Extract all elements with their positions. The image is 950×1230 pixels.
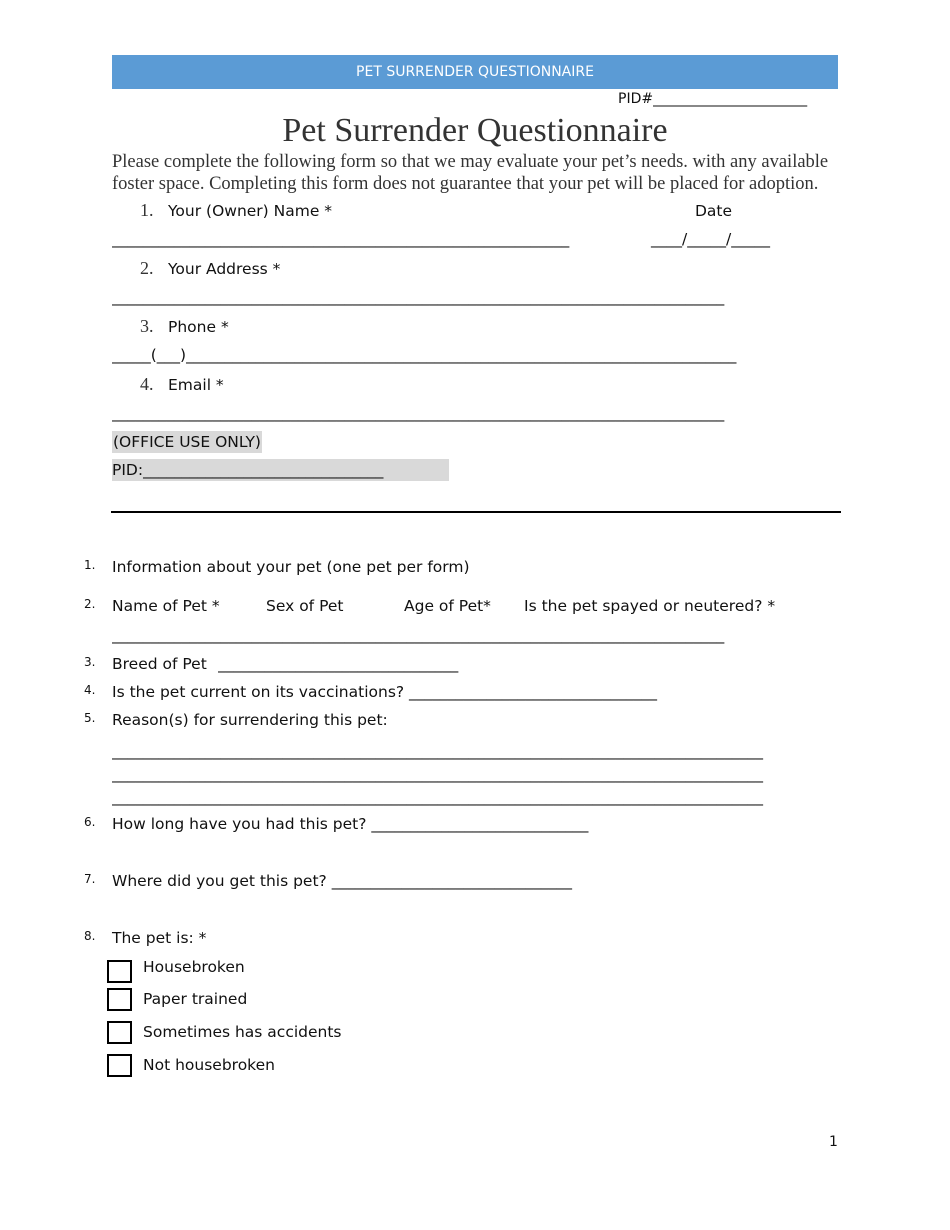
page-number: 1 <box>829 1134 838 1150</box>
intro-text: Please complete the following form so that we may evaluate your pet’s needs. with any available foster space. Completing this form does not guarantee that your pet will be placed for adoption. <box>112 152 829 194</box>
not-housebroken-checkbox[interactable] <box>107 1054 132 1077</box>
page-title: Pet Surrender Questionnaire <box>282 112 668 149</box>
pet-name-label: Name of Pet * <box>112 597 220 615</box>
reason-line[interactable]: ____________________________________________________________________________________ <box>112 765 763 783</box>
breed-field[interactable]: _______________________________ <box>218 655 459 673</box>
item-number: 6. <box>84 815 96 829</box>
spayed-label: Is the pet spayed or neutered? * <box>524 597 776 615</box>
housebroken-checkbox[interactable] <box>107 960 132 983</box>
owner-name-field[interactable]: ___________________________________________________________ <box>112 230 570 248</box>
pet-age-label: Age of Pet* <box>404 597 491 615</box>
reason-line[interactable]: ____________________________________________________________________________________ <box>112 742 763 760</box>
ownership-duration-question[interactable]: How long have you had this pet? ____________________________ <box>112 815 589 833</box>
item-number: 4. <box>140 374 154 394</box>
section-divider <box>111 511 841 513</box>
item-number: 2. <box>84 597 96 611</box>
item-number: 7. <box>84 872 96 886</box>
sometimes-accidents-checkbox[interactable] <box>107 1021 132 1044</box>
vaccinations-question[interactable]: Is the pet current on its vaccinations? ________________________________ <box>112 683 658 701</box>
surrender-reason-label: Reason(s) for surrendering this pet: <box>112 711 388 729</box>
pet-sex-label: Sex of Pet <box>266 597 344 615</box>
address-label: Your Address * <box>168 260 281 278</box>
email-label: Email * <box>168 376 224 394</box>
paper-trained-checkbox[interactable] <box>107 988 132 1011</box>
owner-name-label: Your (Owner) Name * <box>168 202 333 220</box>
pet-details-field[interactable]: _______________________________________________________________________________ <box>112 626 725 644</box>
item-number: 1. <box>140 200 154 220</box>
email-field[interactable]: _______________________________________________________________________________ <box>112 404 725 422</box>
item-number: 1. <box>84 558 96 572</box>
pet-info-heading: Information about your pet (one pet per form) <box>112 558 470 576</box>
date-label: Date <box>695 202 733 220</box>
address-field[interactable]: _______________________________________________________________________________ <box>112 288 725 306</box>
phone-field[interactable]: _____(___)_______________________________________________________________________ <box>112 346 737 364</box>
date-field[interactable]: ____/_____/_____ <box>651 230 770 248</box>
form-header-band: PET SURRENDER QUESTIONNAIRE <box>112 55 838 89</box>
item-number: 3. <box>84 655 96 669</box>
pid-field[interactable]: PID#______________________ <box>618 91 808 107</box>
item-number: 3. <box>140 316 154 336</box>
item-number: 8. <box>84 929 96 943</box>
breed-label: Breed of Pet <box>112 655 207 673</box>
item-number: 5. <box>84 711 96 725</box>
office-use-label: (OFFICE USE ONLY) <box>113 433 261 451</box>
checkbox-label: Housebroken <box>143 958 245 976</box>
checkbox-label: Not housebroken <box>143 1056 275 1074</box>
item-number: 2. <box>140 258 154 278</box>
checkbox-label: Sometimes has accidents <box>143 1023 342 1041</box>
office-pid-field[interactable]: PID:_______________________________ <box>112 459 449 481</box>
item-number: 4. <box>84 683 96 697</box>
pet-source-question[interactable]: Where did you get this pet? _______________________________ <box>112 872 572 890</box>
phone-label: Phone * <box>168 318 229 336</box>
reason-line[interactable]: ____________________________________________________________________________________ <box>112 788 763 806</box>
housebroken-question: The pet is: * <box>112 929 207 947</box>
checkbox-label: Paper trained <box>143 990 248 1008</box>
